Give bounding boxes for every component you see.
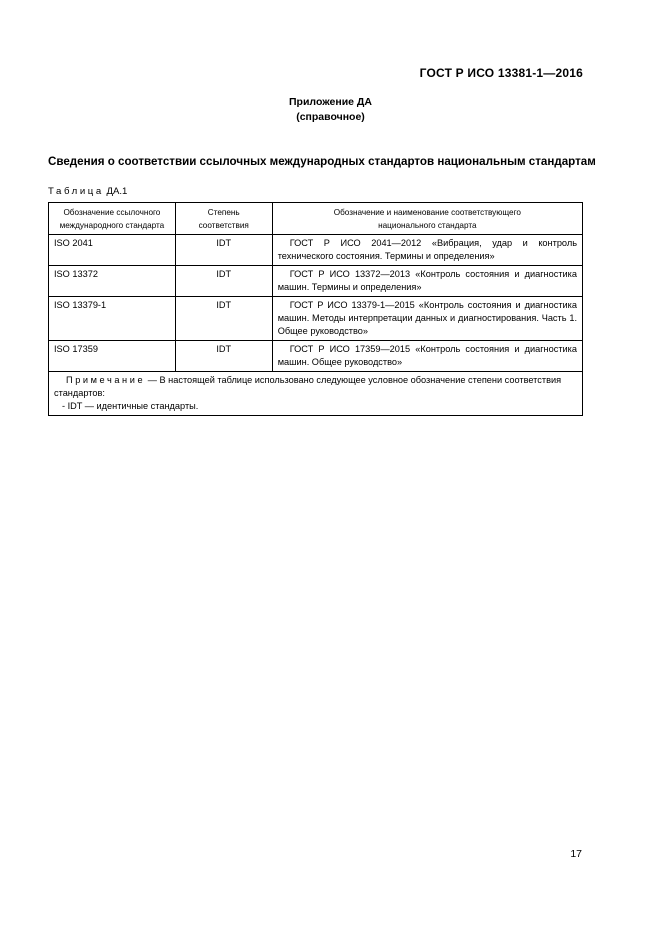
table-row — [49, 341, 583, 372]
appendix-title: Приложение ДА — [289, 96, 372, 108]
cell-code: ISO 13379-1 — [49, 297, 176, 341]
table-header-row — [49, 203, 583, 235]
cell-degree: IDT — [175, 297, 272, 341]
cell-code: ISO 2041 — [49, 235, 176, 266]
table-caption — [48, 186, 127, 197]
header-national-standard: Обозначение и наименование соответствующего национального стандарта — [272, 203, 582, 235]
note-item: - IDT — идентичные стандарты. — [62, 401, 199, 411]
cell-name: ГОСТ Р ИСО 17359—2015 «Контроль состояния и диагностика машин. Общее руководство» — [272, 341, 582, 372]
table-row — [49, 297, 583, 341]
cell-name: ГОСТ Р ИСО 13379-1—2015 «Контроль состояния и диагностика машин. Методы интерпретации данных и диагностирования. Часть 1. Общее руководство» — [272, 297, 582, 341]
cell-name: ГОСТ Р ИСО 13372—2013 «Контроль состояния и диагностика машин. Термины и определения» — [272, 266, 582, 297]
table-row — [49, 266, 583, 297]
table-note — [49, 372, 583, 416]
document-number: ГОСТ Р ИСО 13381-1—2016 — [419, 66, 583, 80]
section-title: Сведения о соответствии ссылочных международных стандартов национальным стандартам — [48, 155, 596, 168]
table-note-row — [49, 372, 583, 416]
appendix-subtitle: (справочное) — [296, 111, 365, 123]
cell-code: ISO 13372 — [49, 266, 176, 297]
header-degree: Степень соответствия — [175, 203, 272, 235]
table-caption-number: ДА.1 — [106, 186, 128, 197]
table-caption-word: Таблица — [48, 186, 104, 197]
cell-degree: IDT — [175, 341, 272, 372]
page-number: 17 — [570, 848, 582, 860]
cell-code: ISO 17359 — [49, 341, 176, 372]
appendix-heading — [0, 95, 661, 125]
table-row — [49, 235, 583, 266]
header-reference-standard: Обозначение ссылочного международного стандарта — [49, 203, 176, 235]
note-label: Примечание — [66, 375, 146, 385]
cell-name: ГОСТ Р ИСО 2041—2012 «Вибрация, удар и контроль технического состояния. Термины и определения» — [272, 235, 582, 266]
note-text: — В настоящей таблице использовано следующее условное обозначение степени соответствия стандартов: — [54, 375, 562, 398]
cell-degree: IDT — [175, 235, 272, 266]
cell-degree: IDT — [175, 266, 272, 297]
correspondence-table — [48, 202, 583, 416]
